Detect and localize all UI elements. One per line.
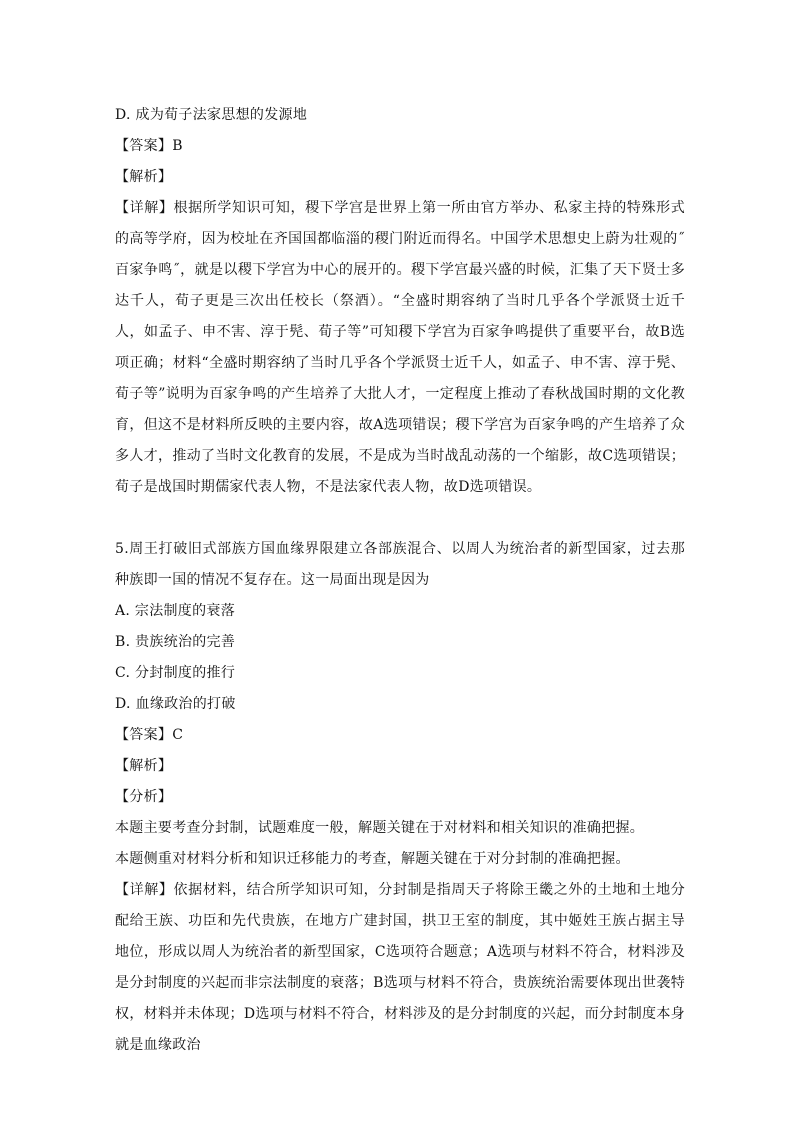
q5-fenxi-1: 本题主要考查分封制，试题难度一般，解题关键在于对材料和相关知识的准确把握。: [115, 820, 645, 836]
spacer: [115, 503, 685, 534]
q5-option-d: D. 血缘政治的打破: [115, 696, 236, 712]
document-page: [115, 100, 685, 1061]
q4-answer: 【答案】B: [115, 138, 183, 154]
q5-fenxi-label: 【分析】: [115, 789, 173, 805]
q4-option-d: D. 成为荀子法家思想的发源地: [115, 107, 308, 123]
q5-answer: 【答案】C: [115, 727, 184, 743]
q5-analysis-label: 【解析】: [115, 758, 173, 774]
q5-option-b: B. 贵族统治的完善: [115, 634, 236, 650]
q5-stem: 5.周王打破旧式部族方国血缘界限建立各部族混合、以周人为统治者的新型国家，过去那种族即一国的情况不复存在。这一局面出现是因为: [115, 541, 685, 588]
q5-fenxi-2: 本题侧重对材料分析和知识迁移能力的考查，解题关键在于对分封制的准确把握。: [115, 851, 630, 867]
q5-detail: 【详解】依据材料，结合所学知识可知，分封制是指周天子将除王畿之外的土地和土地分配给王族、功臣和先代贵族，在地方广建封国，拱卫王室的制度，其中姬姓王族占据主导地位，形成以周人为统治者的新型国家，C选项符合题意；A选项与材料不符合，材料涉及是分封制度的兴起而非宗法制度的衰落；B选项与材料不符合，贵族统治需要体现出世袭特权，材料并未体现；D选项与材料不符合，材料涉及的是分封制度的兴起，而分封制度本身就是血缘政治: [115, 882, 685, 1053]
q4-analysis-label: 【解析】: [115, 169, 173, 185]
q5-option-c: C. 分封制度的推行: [115, 665, 236, 681]
q4-detail: 【详解】根据所学知识可知，稷下学宫是世界上第一所由官方举办、私家主持的特殊形式的高等学府，因为校址在齐国国都临淄的稷门附近而得名。中国学术思想史上蔚为壮观的˝百家争鸣˝，就是以稷下学宫为中心的展开的。稷下学宫最兴盛的时候，汇集了天下贤士多达千人，荀子更是三次出任校长（祭酒）。“全盛时期容纳了当时几乎各个学派贤士近千人，如孟子、申不害、淳于髡、荀子等”可知稷下学宫为百家争鸣提供了重要平台，故B选项正确；材料“全盛时期容纳了当时几乎各个学派贤士近千人，如孟子、申不害、淳于髡、荀子等”说明为百家争鸣的产生培养了大批人才，一定程度上推动了春秋战国时期的文化教育，但这不是材料所反映的主要内容，故A选项错误；稷下学宫为百家争鸣的产生培养了众多人才，推动了当时文化教育的发展，不是成为当时战乱动荡的一个缩影，故C选项错误；荀子是战国时期儒家代表人物，不是法家代表人物，故D选项错误。: [115, 200, 685, 495]
q5-option-a: A. 宗法制度的衰落: [115, 603, 236, 619]
